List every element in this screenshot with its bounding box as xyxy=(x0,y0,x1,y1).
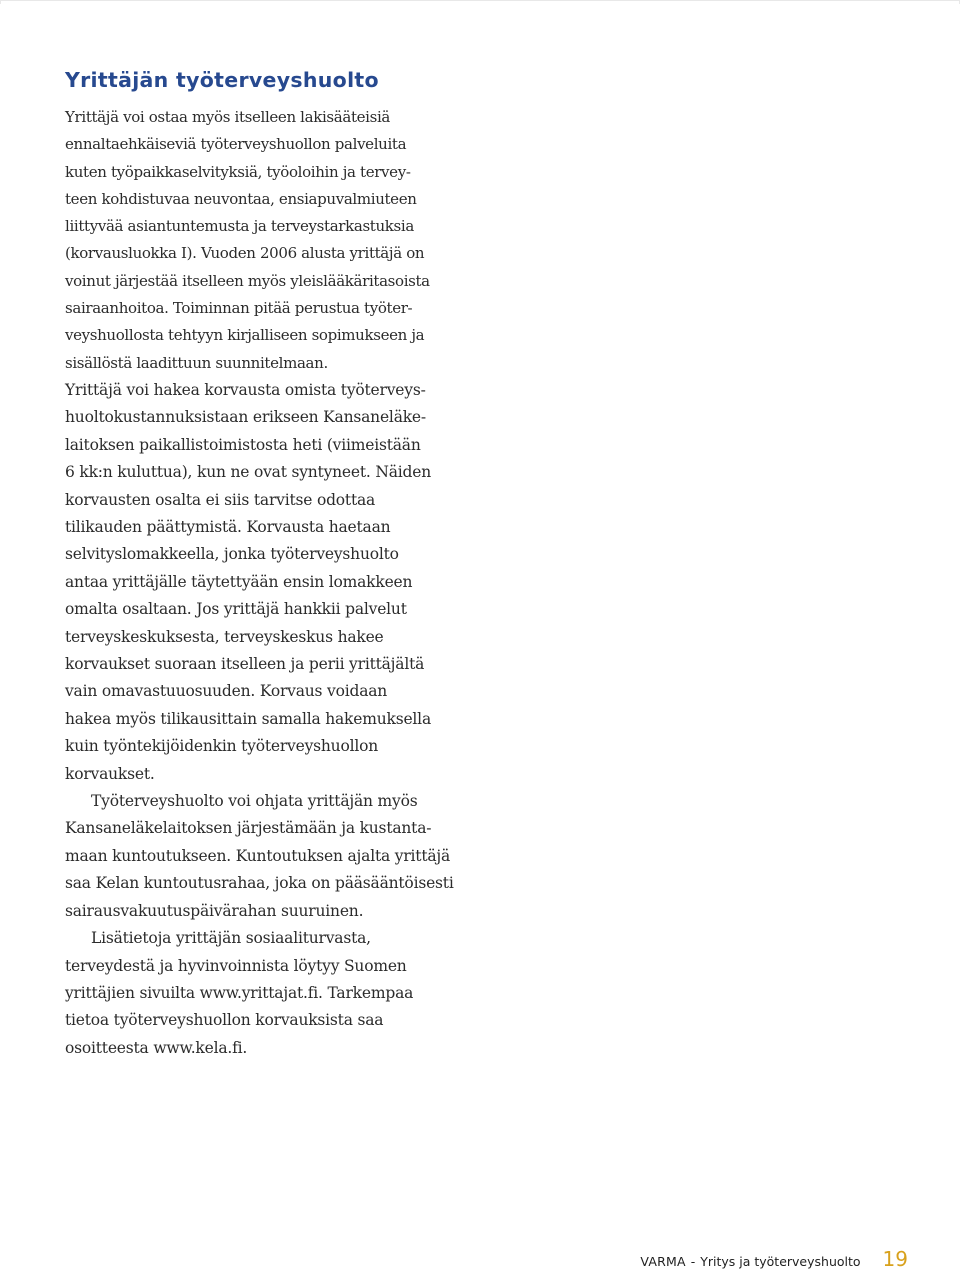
text-line: korvaukset. xyxy=(65,764,155,783)
text-line: korvaukset suoraan itselleen ja perii yrittäjältä xyxy=(65,655,425,674)
text-line: sisällöstä laadittuun suunnitelmaan. xyxy=(65,353,328,372)
text-line: Lisätietoja yrittäjän sosiaaliturvasta, xyxy=(91,929,371,948)
text-line: vain omavastuuosuuden. Korvaus voidaan xyxy=(65,682,388,701)
text-line: Kansaneläkelaitoksen järjestämään ja kustanta- xyxy=(65,819,432,838)
text-line: yrittäjien sivuilta www.yrittajat.fi. Tarkempaa xyxy=(65,983,414,1002)
text-line: sairaanhoitoa. Toiminnan pitää perustua työter- xyxy=(65,299,413,318)
footer-title: Yritys ja työterveyshuolto xyxy=(700,1254,861,1269)
text-line: kuin työntekijöidenkin työterveyshuollon xyxy=(65,737,379,756)
text-line: liittyvää asiantuntemusta ja terveystarkastuksia xyxy=(65,217,414,236)
text-line: hakea myös tilikausittain samalla hakemuksella xyxy=(65,709,431,728)
text-line: huoltokustannuksistaan erikseen Kansaneläke- xyxy=(65,408,426,427)
paragraph-1 xyxy=(65,104,465,377)
text-line: selvityslomakkeella, jonka työterveyshuolto xyxy=(65,545,399,564)
text-line: laitoksen paikallistoimistosta heti (viimeistään xyxy=(65,435,421,454)
text-line: (korvausluokka I). Vuoden 2006 alusta yrittäjä on xyxy=(65,244,425,263)
text-line: kuten työpaikkaselvityksiä, työoloihin ja tervey- xyxy=(65,162,411,181)
text-line: saa Kelan kuntoutusrahaa, joka on pääsääntöisesti xyxy=(65,874,454,893)
text-line: tilikauden päättymistä. Korvausta haetaan xyxy=(65,518,391,536)
paragraph-2 xyxy=(65,377,465,788)
text-line: maan kuntoutukseen. Kuntoutuksen ajalta yrittäjä xyxy=(65,846,451,865)
text-line: veyshuollosta tehtyyn kirjalliseen sopimukseen ja xyxy=(65,326,425,345)
text-line: terveydestä ja hyvinvoinnista löytyy Suomen xyxy=(65,956,407,975)
text-line: ennaltaehkäiseviä työterveyshuollon palveluita xyxy=(65,135,407,154)
footer-brand: VARMA xyxy=(640,1254,686,1269)
text-line: Yrittäjä voi ostaa myös itselleen lakisääteisiä xyxy=(65,108,390,126)
text-line: tietoa työterveyshuollon korvauksista saa xyxy=(65,1011,384,1030)
text-line: antaa yrittäjälle täytettyään ensin lomakkeen xyxy=(65,572,413,591)
article xyxy=(65,66,465,1062)
text-line: 6 kk:n kuluttua), kun ne ovat syntyneet. Näiden xyxy=(65,463,431,482)
text-line: sairausvakuutuspäivärahan suuruinen. xyxy=(65,901,364,920)
page-footer xyxy=(640,1247,908,1271)
page-number: 19 xyxy=(882,1247,908,1271)
page-top-border xyxy=(0,0,960,4)
article-heading: Yrittäjän työterveyshuolto xyxy=(65,68,379,92)
paragraph-3 xyxy=(65,788,465,925)
paragraph-4 xyxy=(65,925,465,1062)
text-line: voinut järjestää itselleen myös yleislääkäritasoista xyxy=(65,271,430,290)
text-line: osoitteesta www.kela.fi. xyxy=(65,1038,248,1057)
text-line: korvausten osalta ei siis tarvitse odottaa xyxy=(65,490,376,509)
footer-separator: - xyxy=(690,1254,696,1269)
text-line: teen kohdistuvaa neuvontaa, ensiapuvalmiuteen xyxy=(65,189,417,208)
text-line: terveyskeskuksesta, terveyskeskus hakee xyxy=(65,627,384,646)
text-line: omalta osaltaan. Jos yrittäjä hankkii palvelut xyxy=(65,600,407,619)
text-line: Työterveyshuolto voi ohjata yrittäjän myös xyxy=(91,792,418,811)
text-line: Yrittäjä voi hakea korvausta omista työterveys- xyxy=(65,380,426,399)
